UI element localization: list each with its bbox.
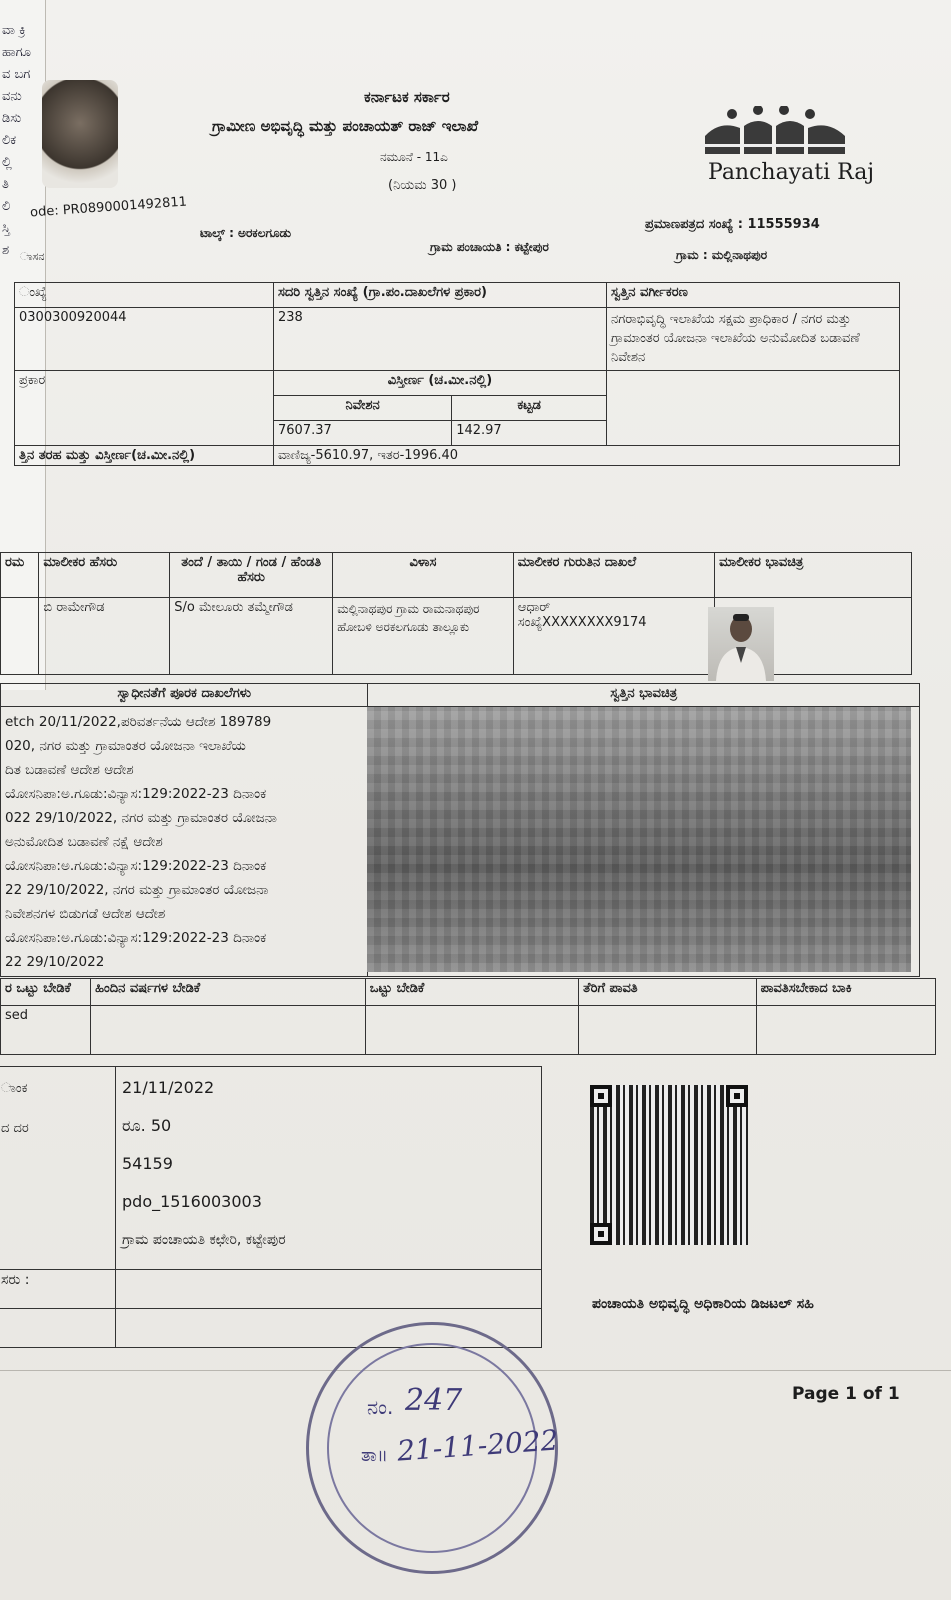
district-fragment: ಾಸನ xyxy=(20,250,45,263)
documents-list xyxy=(1,707,368,977)
tax-total-label: ಒಟ್ಟು ಬೇಡಿಕೆ xyxy=(365,979,578,1006)
fee-value: ರೂ. 50 xyxy=(122,1116,172,1135)
office-name: ಗ್ರಾಮ ಪಂಚಾಯತಿ ಕಛೇರಿ, ಕಟ್ಟೇಪುರ xyxy=(122,1232,286,1248)
village: ಗ್ರಾಮ : ಮಲ್ಲಿನಾಥಪುರ xyxy=(676,248,768,262)
doc-line: ನಿವೇಶನಗಳ ಬಿಡುಗಡೆ ಆದೇಶ ಆದೇಶ xyxy=(5,906,166,922)
office-seal-icon xyxy=(306,1322,558,1574)
photo-label: ಮಾಲೀಕರ ಭಾವಚಿತ್ರ xyxy=(715,553,912,598)
owner-relation: S/o ಮೇಲೂರು ತಮ್ಮೇಗೌಡ xyxy=(170,598,333,675)
doc-line: ಯೋಸನಿಪಾ:ಅ.ಗೂಡು:ವಿನ್ಯಾಸ:129:2022-23 ದಿನಾಂಕ xyxy=(5,786,267,802)
id-doc-label: ಮಾಲೀಕರ ಗುರುತಿನ ದಾಖಲೆ xyxy=(513,553,714,598)
owner-name: ಬಿ ರಾಮೇಗೌಡ xyxy=(39,598,170,675)
panchayati-raj-text: Panchayati Raj xyxy=(708,160,875,185)
property-number: 238 xyxy=(274,308,607,371)
classification-label: ಸ್ವತ್ತಿನ ವರ್ಗೀಕರಣ xyxy=(607,283,900,308)
relation-label: ತಂದೆ / ತಾಯಿ / ಗಂಡ / ಹೆಂಡತಿ ಹೆಸರು xyxy=(170,553,333,598)
seal-date-label: ತಾ॥ xyxy=(361,1445,388,1466)
owner-table xyxy=(0,552,912,675)
tax-row-status: sed xyxy=(1,1006,91,1055)
tax-balance-label: ಪಾವತಿಸಬೇಕಾದ ಬಾಕಿ xyxy=(756,979,935,1006)
person-icon xyxy=(708,607,774,681)
classification-value: ನಗರಾಭಿವೃದ್ಧಿ ಇಲಾಖೆಯ ಸಕ್ಷಮ ಪ್ರಾಧಿಕಾರ / ನಗರ ಮತ್ತು ಗ್ರಾಮಾಂತರ ಯೋಜನಾ ಇಲಾಖೆಯ ಅನುಮೋದಿತ ಬಡಾವಣೆ ನಿವೇಶನ xyxy=(607,308,900,371)
documents-label: ಸ್ವಾಧೀನತೆಗೆ ಪೂರಕ ದಾಖಲೆಗಳು xyxy=(1,684,368,707)
building-area: 142.97 xyxy=(452,421,607,446)
doc-line: ಯೋಸನಿಪಾ:ಅ.ಗೂಡು:ವಿನ್ಯಾಸ:129:2022-23 ದಿನಾಂಕ xyxy=(5,930,267,946)
seal-no-label: ನಂ. xyxy=(367,1395,394,1419)
underlying-page-edge: ವಾ ಕ್ರಿ ಹಾಗೂ ವ ಬಗ ವನು ಡಿಸು ಲಿಕ ಲ್ಲಿ ತಿ ಲಿ ಸ್ತಿ ಶ xyxy=(0,0,46,690)
doc-line: ದಿತ ಬಡಾವಣೆ ಆದೇಶ ಆದೇಶ xyxy=(5,762,134,778)
gram-panchayat: ಗ್ರಾಮ ಪಂಚಾಯತಿ : ಕಟ್ಟೇಪುರ xyxy=(430,240,549,254)
building-label: ಕಟ್ಟಡ xyxy=(452,396,607,421)
form-number: ನಮೂನೆ - 11ಎ xyxy=(380,150,448,164)
id-doc-type: ಆಧಾರ್ xyxy=(517,600,551,615)
site-photo xyxy=(367,707,911,972)
owner-address: ಮಲ್ಲಿನಾಥಪುರ ಗ್ರಾಮ ರಾಮನಾಥಪುರ ಹೋಬಳಿ ಅರಕಲಗೂಡು ತಾಲ್ಲೂಕು xyxy=(333,598,514,675)
doc-line: 22 29/10/2022 xyxy=(5,954,105,970)
receipt-number: 54159 xyxy=(122,1154,173,1173)
pdo-id: pdo_1516003003 xyxy=(122,1192,262,1211)
tax-previous-label: ಹಿಂದಿನ ವರ್ಷಗಳ ಬೇಡಿಕೆ xyxy=(91,979,366,1006)
usage-value: ವಾಣಿಜ್ಯ-5610.97, ಇತರ-1996.40 xyxy=(274,446,900,466)
issue-table xyxy=(0,1066,542,1348)
digital-signature-label: ಪಂಚಾಯತಿ ಅಭಿವೃದ್ಧಿ ಅಧಿಕಾರಿಯ ಡಿಜಟಲ್ ಸಹಿ xyxy=(592,1296,814,1312)
owner-name-label: ಮಾಲೀಕರ ಹೆಸರು xyxy=(39,553,170,598)
site-photo-label: ಸ್ವತ್ತಿನ ಭಾವಚಿತ್ರ xyxy=(368,684,920,707)
panchayati-raj-logo-icon xyxy=(700,106,850,158)
property-id: 0300300920044 xyxy=(15,308,274,371)
area-label: ವಿಸ್ತೀರ್ಣ (ಚ.ಮೀ.ನಲ್ಲಿ) xyxy=(274,371,607,396)
issue-date: 21/11/2022 xyxy=(122,1078,215,1097)
karnataka-emblem-icon xyxy=(42,80,118,188)
gov-title: ಕರ್ನಾಟಕ ಸರ್ಕಾರ xyxy=(364,88,450,106)
prop-no-label: ಸದರಿ ಸ್ವತ್ತಿನ ಸಂಖ್ಯೆ (ಗ್ರಾ.ಪಂ.ದಾಖಲೆಗಳ ಪ್ರಕಾರ) xyxy=(274,283,607,308)
type-label: ಪ್ರಕಾರ xyxy=(15,371,274,446)
qr-code-icon xyxy=(590,1085,748,1245)
fee-label: ದ ದರ xyxy=(1,1121,29,1136)
doc-line: 22 29/10/2022, ನಗರ ಮತ್ತು ಗ್ರಾಮಾಂತರ ಯೋಜನಾ xyxy=(5,882,269,898)
id-label: ಂಖ್ಯೆ xyxy=(15,283,274,308)
page-number: Page 1 of 1 xyxy=(792,1384,900,1404)
seal-no-value: 247 xyxy=(405,1383,463,1418)
rule-number: (ನಿಯಮ 30 ) xyxy=(388,178,457,193)
certificate-number: ಪ್ರಮಾಣಪತ್ರದ ಸಂಖ್ಯೆ : 11555934 xyxy=(645,217,820,232)
owner-col0-label: ರಮ xyxy=(1,553,39,598)
signatory-label: ಸರು : xyxy=(0,1270,116,1309)
owner-id-doc xyxy=(513,598,714,675)
address-label: ವಿಳಾಸ xyxy=(333,553,514,598)
doc-line: 020, ನಗರ ಮತ್ತು ಗ್ರಾಮಾಂತರ ಯೋಜನಾ ಇಲಾಖೆಯ xyxy=(5,738,246,754)
tax-paid-label: ತೆರಿಗೆ ಪಾವತಿ xyxy=(579,979,756,1006)
taluk: ಟಾಲ್ಕ್ : ಅರಕಲಗೂಡು xyxy=(200,226,292,240)
doc-line: ಅನುಮೋದಿತ ಬಡಾವಣೆ ನಕ್ಷೆ ಆದೇಶ xyxy=(5,834,163,850)
tax-col0-label: ರ ಒಟ್ಟು ಬೇಡಿಕೆ xyxy=(1,979,91,1006)
site-label: ನಿವೇಶನ xyxy=(274,396,452,421)
usage-label: ತ್ತಿನ ತರಹ ಮತ್ತು ವಿಸ್ತೀರ್ಣ(ಚ.ಮೀ.ನಲ್ಲಿ) xyxy=(15,446,274,466)
property-table xyxy=(14,282,900,466)
id-doc-number: ಸಂಖ್ಯೆXXXXXXXX9174 xyxy=(517,615,647,630)
tax-table xyxy=(0,978,936,1055)
doc-line: etch 20/11/2022,ಪರಿವರ್ತನೆಯ ಆದೇಶ 189789 xyxy=(5,714,272,730)
dept-title: ಗ್ರಾಮೀಣ ಅಭಿವೃದ್ಧಿ ಮತ್ತು ಪಂಚಾಯತ್ ರಾಜ್ ಇಲಾಖೆ xyxy=(212,117,479,135)
issue-date-label: ಾಂಕ xyxy=(1,1081,28,1096)
doc-line: ಯೋಸನಿಪಾ:ಅ.ಗೂಡು:ವಿನ್ಯಾಸ:129:2022-23 ದಿನಾಂಕ xyxy=(5,858,267,874)
seal-date-value: 21-11-2022 xyxy=(396,1423,560,1468)
doc-line: 022 29/10/2022, ನಗರ ಮತ್ತು ಗ್ರಾಮಾಂತರ ಯೋಜನಾ xyxy=(5,810,277,826)
site-area: 7607.37 xyxy=(274,421,452,446)
owner-photo xyxy=(708,607,774,681)
pr-code: ode: PR0890001492811 xyxy=(29,194,188,221)
